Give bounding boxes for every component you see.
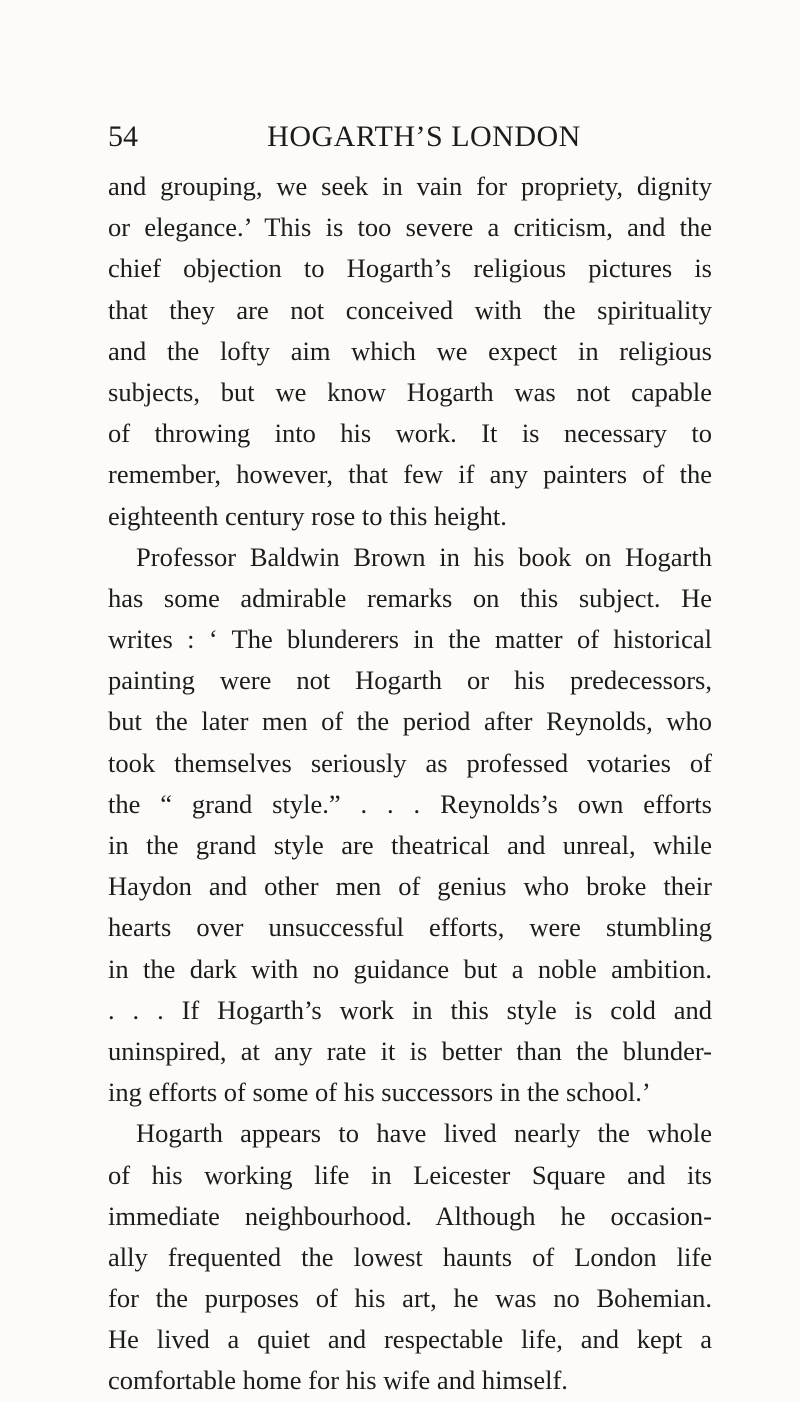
text-line: He lived a quiet and respectable life, and kept a	[108, 1324, 712, 1355]
text-line: hearts over unsuccessful efforts, were stumbling	[108, 912, 712, 943]
text-line: that they are not conceived with the spirituality	[108, 294, 712, 325]
text-line: ing efforts of some of his successors in the school.’	[108, 1077, 651, 1108]
text-line: ally frequented the lowest haunts of London life	[108, 1241, 712, 1272]
text-line: in the grand style are theatrical and unreal, while	[108, 830, 712, 860]
text-line: and the lofty aim which we expect in religious	[108, 335, 712, 366]
text-line: remember, however, that few if any painters of the	[108, 459, 712, 490]
text-line: but the later men of the period after Reynolds, who	[108, 706, 712, 737]
text-line: chief objection to Hogarth’s religious pictures is	[108, 253, 712, 284]
text-line: and grouping, we seek in vain for propriety, dignity	[108, 171, 712, 201]
text-line: Haydon and other men of genius who broke their	[108, 871, 712, 902]
text-line: of his working life in Leicester Square and its	[108, 1159, 712, 1190]
text-line: took themselves seriously as professed votaries of	[108, 747, 712, 778]
text-line: has some admirable remarks on this subject. He	[108, 582, 712, 613]
text-line: writes : ‘ The blunderers in the matter of historical	[108, 624, 712, 655]
text-line: of throwing into his work. It is necessary to	[108, 418, 712, 449]
text-line: Hogarth appears to have lived nearly the whole	[136, 1118, 712, 1149]
text-line: Professor Baldwin Brown in his book on Hogarth	[136, 541, 712, 572]
text-line: immediate neighbourhood. Although he occasion-	[108, 1200, 712, 1231]
text-line: painting were not Hogarth or his predecessors,	[108, 665, 712, 696]
text-line: subjects, but we know Hogarth was not capable	[108, 376, 712, 407]
text-line: the “ grand style.” . . . Reynolds’s own efforts	[108, 788, 712, 819]
text-line: . . . If Hogarth’s work in this style is cold and	[108, 994, 712, 1025]
text-line: in the dark with no guidance but a noble ambition.	[108, 953, 712, 984]
page-number: 54	[108, 120, 138, 153]
running-title: HOGARTH’S LONDON	[267, 120, 581, 153]
text-line: comfortable home for his wife and himself.	[108, 1365, 568, 1396]
text-line: eighteenth century rose to this height.	[108, 500, 507, 531]
page-header	[108, 117, 700, 157]
body-text	[108, 166, 712, 1402]
text-line: uninspired, at any rate it is better than the blunder-	[108, 1035, 712, 1066]
text-line: or elegance.’ This is too severe a criticism, and the	[108, 212, 712, 243]
text-line: for the purposes of his art, he was no Bohemian.	[108, 1283, 712, 1314]
